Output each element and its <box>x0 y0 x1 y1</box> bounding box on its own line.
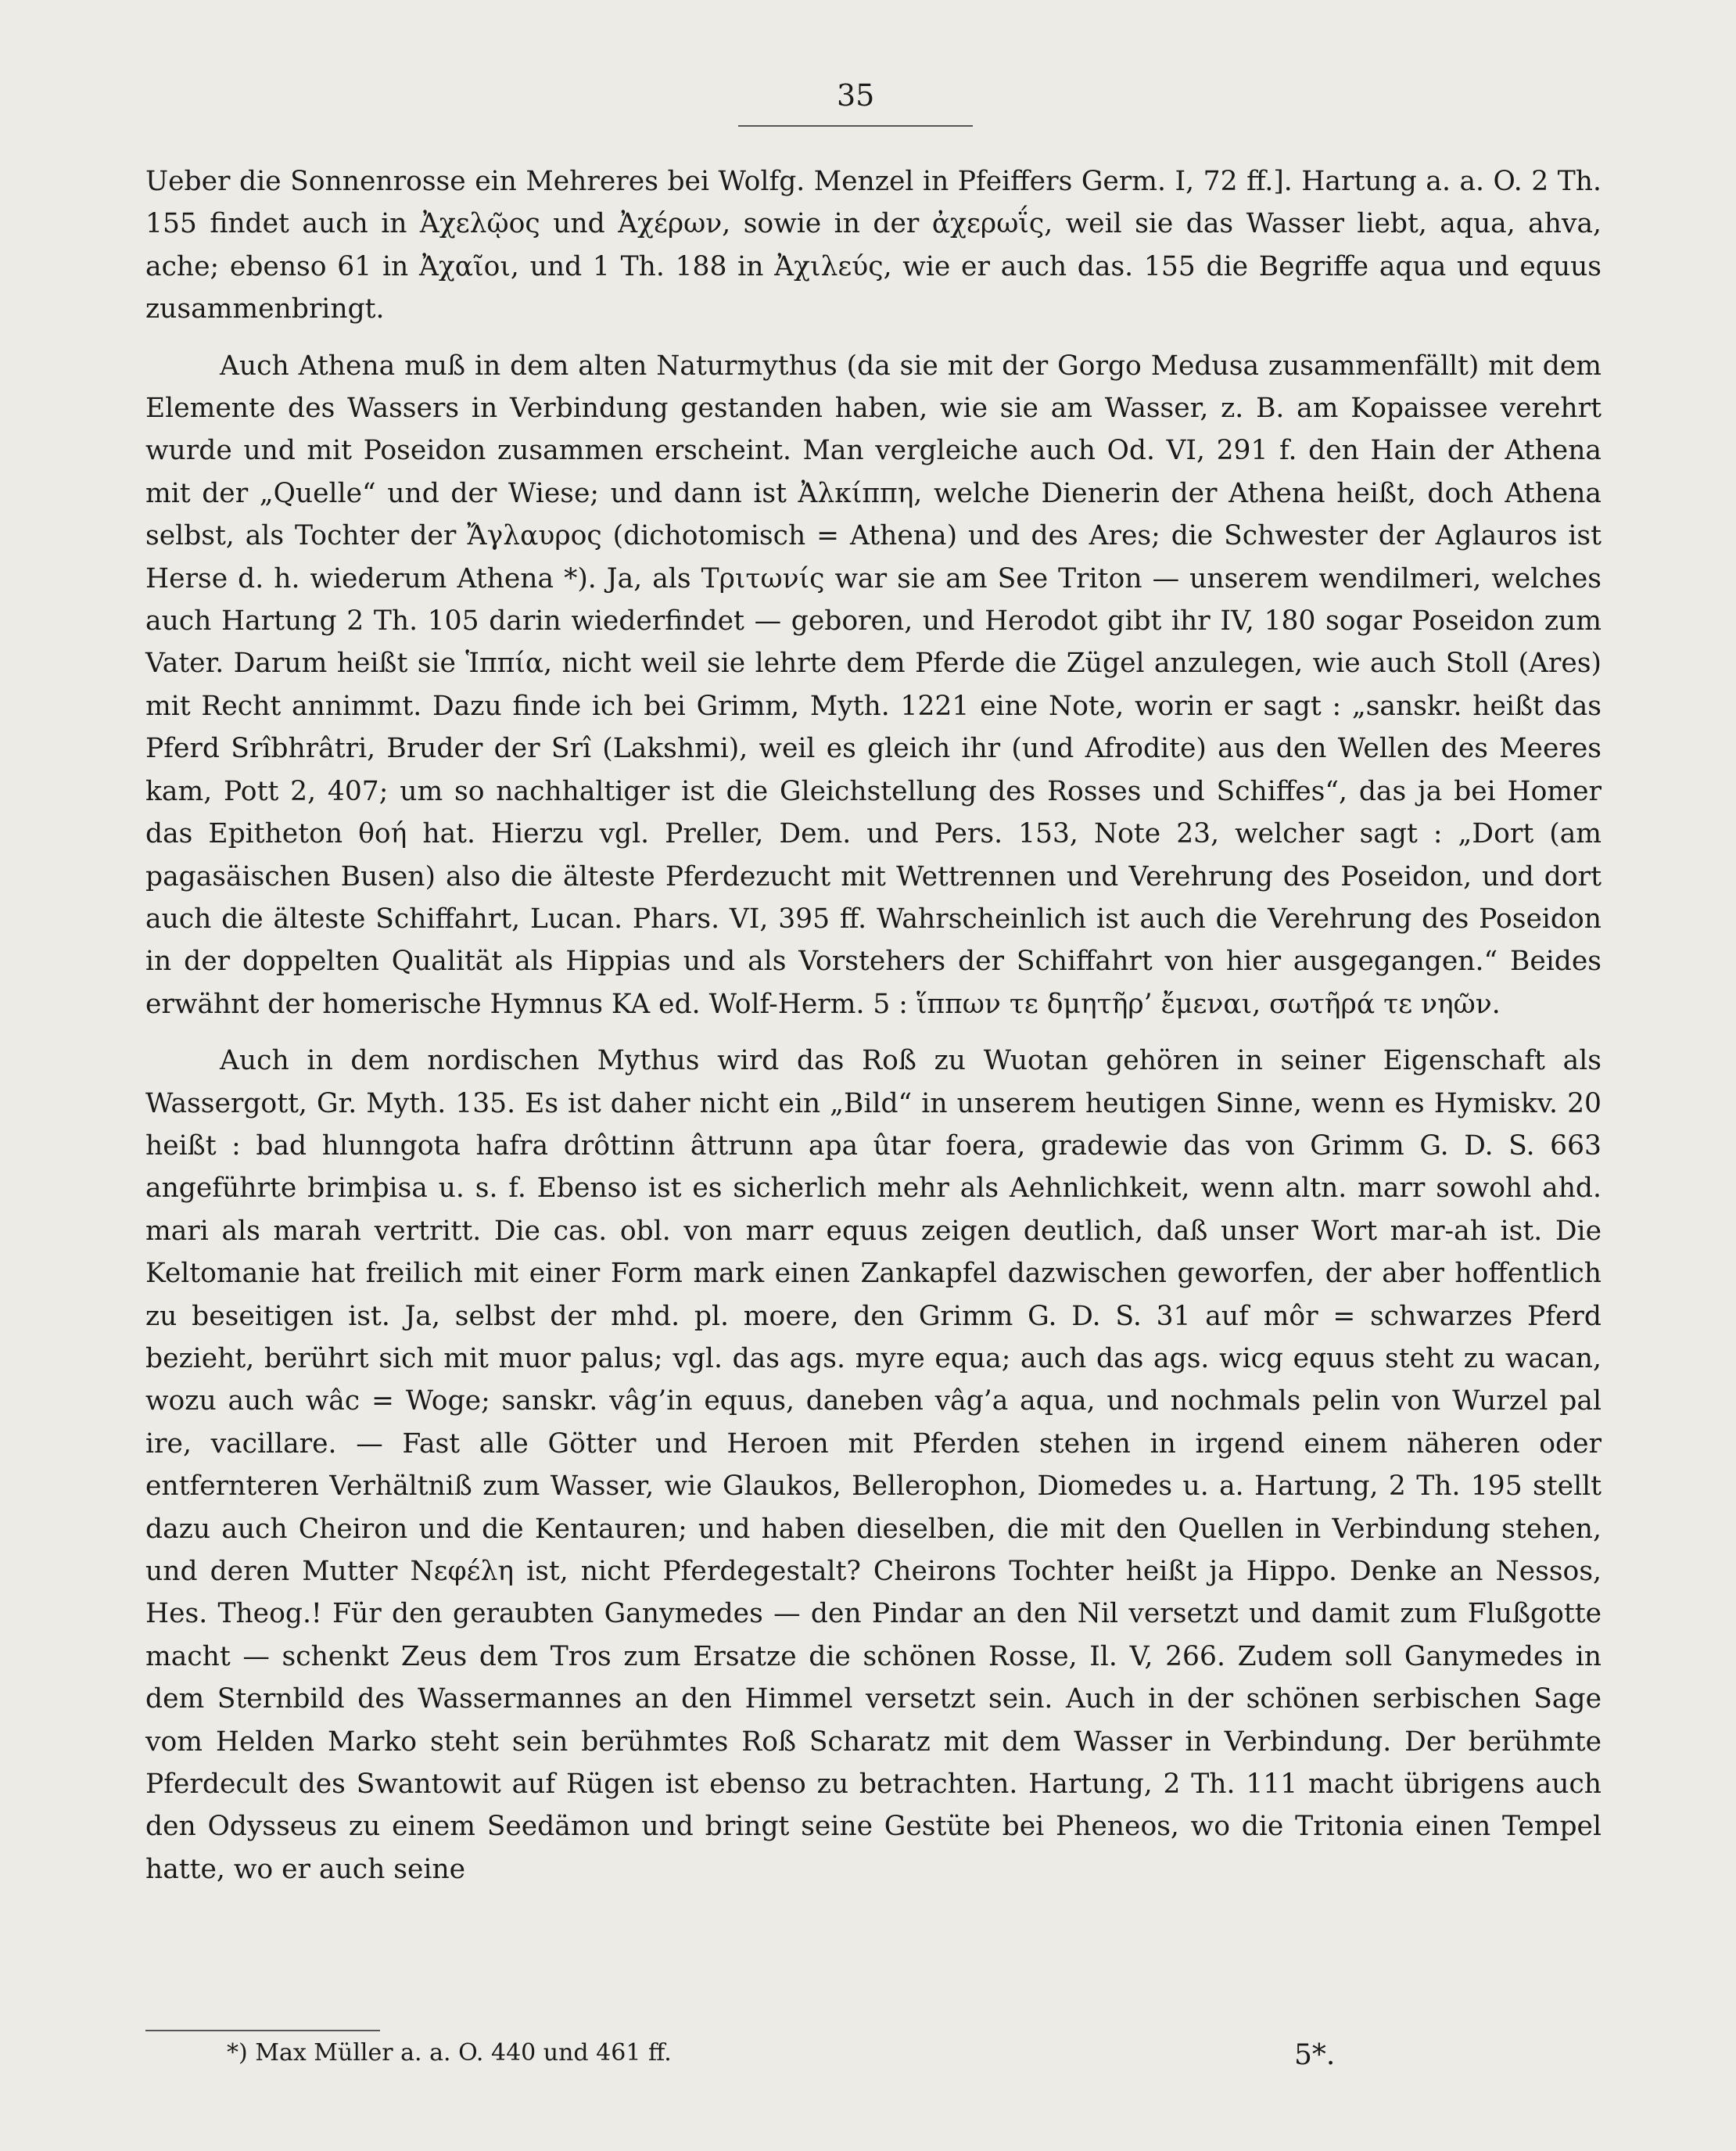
paragraph: Ueber die Sonnenrosse ein Mehreres bei Wolfg. Menzel in Pfeiffers Germ. I, 72 ff.]. Hartung a. a. O. 2 Th. 155 findet auch in Ἀχελῷος und Ἀχέρων, sowie in der ἀχερωΐς, weil sie das Wasser liebt, aqua, ahva, ache; ebenso 61 in Ἀχαῖοι, und 1 Th. 188 in Ἀχιλεύς, wie er auch das. 155 die Begriffe aqua und equus zusammenbringt. <box>145 166 1601 325</box>
paragraph: Auch in dem nordischen Mythus wird das Roß zu Wuotan gehören in seiner Eigenschaft als Wassergott, Gr. Myth. 135. Es ist daher nicht ein „Bild“ in unserem heutigen Sinne, wenn es Hymiskv. 20 heißt : bad hlunngota hafra drôttinn âttrunn apa ûtar foera, gradewie das von Grimm G. D. S. 663 angeführte brimþisa u. s. f. Ebenso ist es sicherlich mehr als Aehnlichkeit, wenn altn. marr sowohl ahd. mari als marah vertritt. Die cas. obl. von marr equus zeigen deutlich, daß unser Wort mar-ah ist. Die Keltomanie hat freilich mit einer Form mark einen Zankapfel dazwischen geworfen, der aber hoffentlich zu beseitigen ist. Ja, selbst der mhd. pl. moere, den Grimm G. D. S. 31 auf môr = schwarzes Pferd bezieht, berührt sich mit muor palus; vgl. das ags. myre equa; auch das ags. wicg equus steht zu wacan, wozu auch wâc = Woge; sanskr. vâg’in equus, daneben vâg’a aqua, und nochmals pelin von Wurzel pal ire, vacillare. — Fast alle Götter und Heroen mit Pferden stehen in irgend einem näheren oder entfernteren Verhältniß zum Wasser, wie Glaukos, Bellerophon, Diomedes u. a. Hartung, 2 Th. 195 stellt dazu auch Cheiron und die Kentauren; und haben dieselben, die mit den Quellen in Verbindung stehen, und deren Mutter Νεφέλη ist, nicht Pferdegestalt? Cheirons Tochter heißt ja Hippo. Denke an Nessos, Hes. Theog.! Für den geraubten Ganymedes — den Pindar an den Nil versetzt und damit zum Flußgotte macht — schenkt Zeus dem Tros zum Ersatze die schönen Rosse, Il. V, 266. Zudem soll Ganymedes in dem Sternbild des Wassermannes an den Himmel versetzt sein. Auch in der schönen serbischen Sage vom Helden Marko steht sein berühmtes Roß Scharatz mit dem Wasser in Verbindung. Der berühmte Pferdecult des Swantowit auf Rügen ist ebenso zu betrachten. Hartung, 2 Th. 111 macht übrigens auch den Odysseus zu einem Seedämon und bringt seine Gestüte bei Pheneos, wo die Tritonia einen Tempel hatte, wo er auch seine <box>145 1045 1601 1885</box>
paragraph: Auch Athena muß in dem alten Naturmythus (da sie mit der Gorgo Medusa zusammenfällt) mit dem Elemente des Wassers in Verbindung gestanden haben, wie sie am Wasser, z. B. am Kopaissee verehrt wurde und mit Poseidon zusammen erscheint. Man vergleiche auch Od. VI, 291 f. den Hain der Athena mit der „Quelle“ und der Wiese; und dann ist Ἀλκίππη, welche Dienerin der Athena heißt, doch Athena selbst, als Tochter der Ἄγλαυρος (dichotomisch = Athena) und des Ares; die Schwester der Aglauros ist Herse d. h. wiederum Athena *). Ja, als Τριτωνίς war sie am See Triton — unserem wendilmeri, welches auch Hartung 2 Th. 105 darin wiederfindet — geboren, und Herodot gibt ihr IV, 180 sogar Poseidon zum Vater. Darum heißt sie Ἱππία, nicht weil sie lehrte dem Pferde die Zügel anzulegen, wie auch Stoll (Ares) mit Recht annimmt. Dazu finde ich bei Grimm, Myth. 1221 eine Note, worin er sagt : „sanskr. heißt das Pferd Srîbhrâtri, Bruder der Srî (Lakshmi), weil es gleich ihr (und Afrodite) aus den Wellen des Meeres kam, Pott 2, 407; um so nachhaltiger ist die Gleichstellung des Rosses und Schiffes“, das ja bei Homer das Epitheton θοή hat. Hierzu vgl. Preller, Dem. und Pers. 153, Note 23, welcher sagt : „Dort (am pagasäischen Busen) also die älteste Pferdezucht mit Wettrennen und Verehrung des Poseidon, und dort auch die älteste Schiffahrt, Lucan. Phars. VI, 395 ff. Wahrscheinlich ist auch die Verehrung des Poseidon in der doppelten Qualität als Hippias und als Vorstehers der Schiffahrt von hier ausgegangen.“ Beides erwähnt der homerische Hymnus KA ed. Wolf-Herm. 5 : ἵππων τε δμητῆρ’ ἔμεναι, σωτῆρά τε νηῶν. <box>145 350 1601 1020</box>
footnote: *) Max Müller a. a. O. 440 und 461 ff. <box>227 2039 672 2067</box>
body-text <box>145 160 1601 1891</box>
page-number: 35 <box>837 78 875 113</box>
signature-mark: 5*. <box>1294 2039 1336 2071</box>
footnote-rule <box>145 2030 380 2031</box>
header-rule <box>738 125 973 127</box>
